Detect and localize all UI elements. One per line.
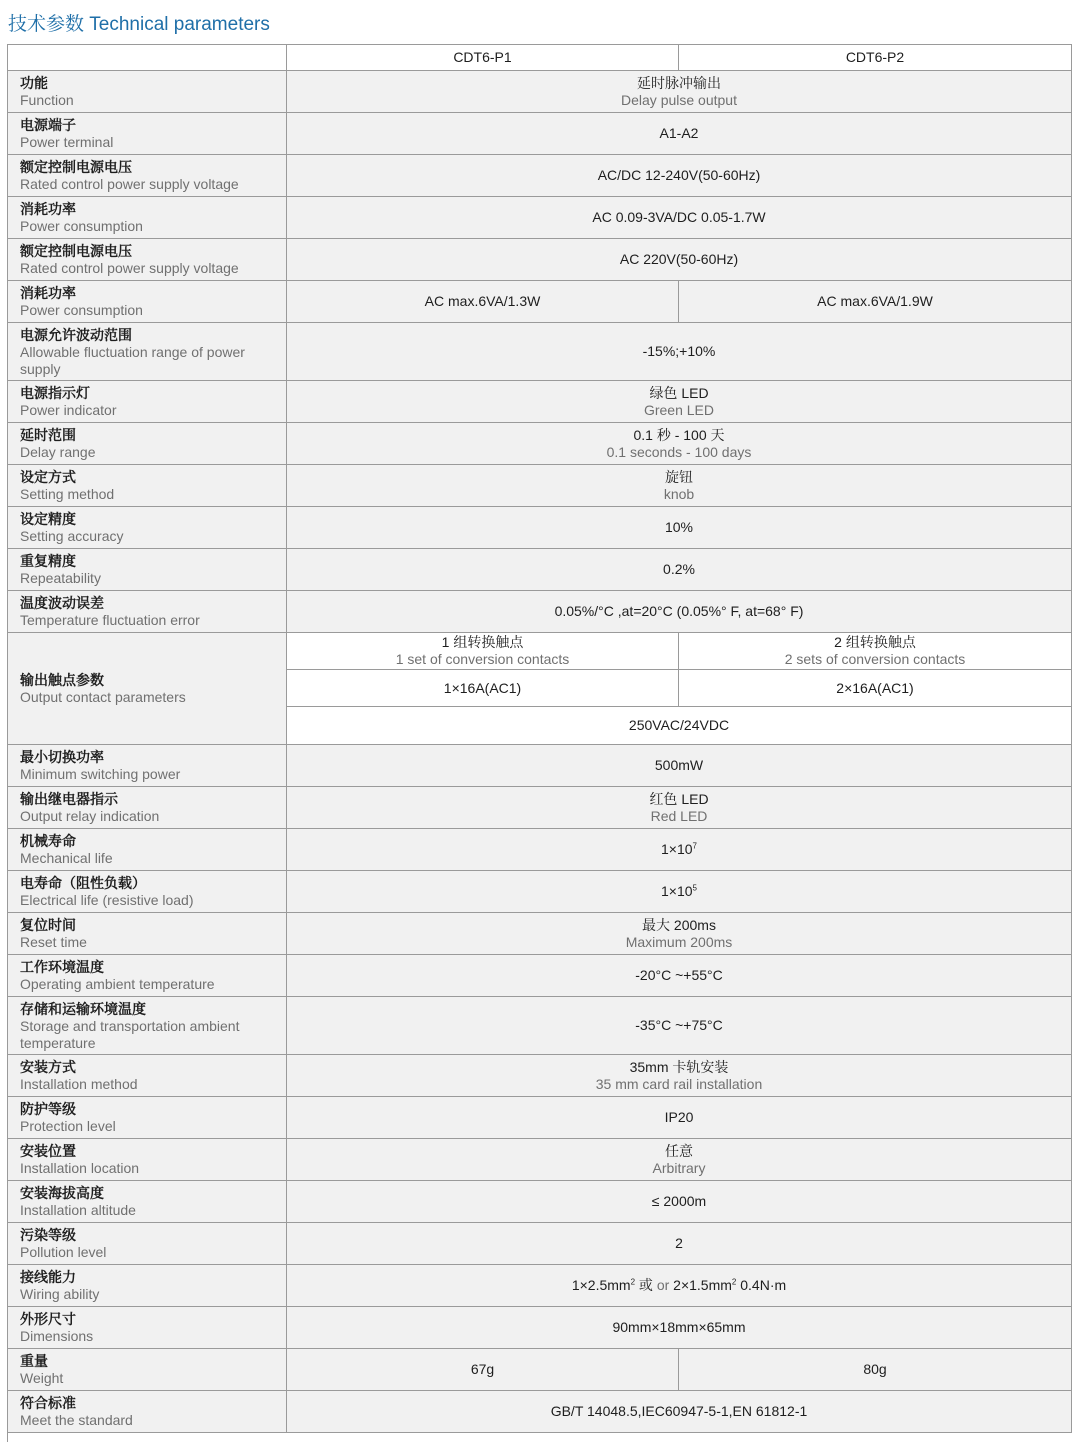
row-value: 2 bbox=[287, 1223, 1072, 1265]
row-label: 功能 Function bbox=[8, 71, 287, 113]
row-label: 消耗功率 Power consumption bbox=[8, 281, 287, 323]
header-corner bbox=[8, 45, 287, 71]
row-label: 设定方式 Setting method bbox=[8, 465, 287, 507]
row-label: 最小切换功率 Minimum switching power bbox=[8, 745, 287, 787]
output-rating-p1: 1×16A(AC1) bbox=[287, 670, 679, 707]
row-label: 额定控制电源电压 Rated control power supply voltage bbox=[8, 155, 287, 197]
row-value: A1-A2 bbox=[287, 113, 1072, 155]
row-value: IP20 bbox=[287, 1097, 1072, 1139]
row-value: 0.2% bbox=[287, 549, 1072, 591]
column-header-p1: CDT6-P1 bbox=[287, 45, 679, 71]
column-header-p2: CDT6-P2 bbox=[679, 45, 1072, 71]
output-voltage: 250VAC/24VDC bbox=[287, 707, 1072, 745]
row-label: 外形尺寸 Dimensions bbox=[8, 1307, 287, 1349]
row-label: 电源端子 Power terminal bbox=[8, 113, 287, 155]
output-contacts-p2: 2 组转换触点 2 sets of conversion contacts bbox=[679, 633, 1072, 670]
row-value: 0.05%/°C ,at=20°C (0.05%° F, at=68° F) bbox=[287, 591, 1072, 633]
row-label: 机械寿命 Mechanical life bbox=[8, 829, 287, 871]
row-value: $1\times 10^7$ bbox=[287, 829, 1072, 871]
row-value: 10% bbox=[287, 507, 1072, 549]
row-value: GB/T 14048.5,IEC60947-5-1,EN 61812-1 bbox=[287, 1391, 1072, 1433]
row-value: AC 220V(50-60Hz) bbox=[287, 239, 1072, 281]
page-title: 技术参数 Technical parameters bbox=[8, 14, 270, 35]
row-label: 工作环境温度 Operating ambient temperature bbox=[8, 955, 287, 997]
output-rating-p2: 2×16A(AC1) bbox=[679, 670, 1072, 707]
row-value: $1\times 10^5$ bbox=[287, 871, 1072, 913]
row-label: 温度波动误差 Temperature fluctuation error bbox=[8, 591, 287, 633]
row-label: 设定精度 Setting accuracy bbox=[8, 507, 287, 549]
row-value: AC 0.09-3VA/DC 0.05-1.7W bbox=[287, 197, 1072, 239]
row-value: 90mm×18mm×65mm bbox=[287, 1307, 1072, 1349]
row-value-p2: 80g bbox=[679, 1349, 1072, 1391]
row-label: 安装海拔高度 Installation altitude bbox=[8, 1181, 287, 1223]
row-label: 污染等级 Pollution level bbox=[8, 1223, 287, 1265]
row-label: 符合标准 Meet the standard bbox=[8, 1391, 287, 1433]
row-label: 电源允许波动范围 Allowable fluctuation range of power supply bbox=[8, 323, 287, 381]
row-value: -20°C ~+55°C bbox=[287, 955, 1072, 997]
row-label: 复位时间 Reset time bbox=[8, 913, 287, 955]
row-label: 输出继电器指示 Output relay indication bbox=[8, 787, 287, 829]
row-value: 0.1 秒 - 100 天 0.1 seconds - 100 days bbox=[287, 423, 1072, 465]
row-value: 绿色 LED Green LED bbox=[287, 381, 1072, 423]
row-label: 延时范围 Delay range bbox=[8, 423, 287, 465]
row-value: 35mm 卡轨安装 35 mm card rail installation bbox=[287, 1055, 1072, 1097]
row-label: 重复精度 Repeatability bbox=[8, 549, 287, 591]
row-label: 防护等级 Protection level bbox=[8, 1097, 287, 1139]
row-value-p2: AC max.6VA/1.9W bbox=[679, 281, 1072, 323]
row-label: 存储和运输环境温度 Storage and transportation ambient temperature bbox=[8, 997, 287, 1055]
row-label: 额定控制电源电压 Rated control power supply voltage bbox=[8, 239, 287, 281]
row-label: 接线能力 Wiring ability bbox=[8, 1265, 287, 1307]
row-value: AC/DC 12-240V(50-60Hz) bbox=[287, 155, 1072, 197]
row-value: 红色 LED Red LED bbox=[287, 787, 1072, 829]
output-contacts-p1: 1 组转换触点 1 set of conversion contacts bbox=[287, 633, 679, 670]
row-label: 重量 Weight bbox=[8, 1349, 287, 1391]
row-label: 安装位置 Installation location bbox=[8, 1139, 287, 1181]
row-value: 最大 200ms Maximum 200ms bbox=[287, 913, 1072, 955]
row-value: ≤ 2000m bbox=[287, 1181, 1072, 1223]
row-value: 任意 Arbitrary bbox=[287, 1139, 1072, 1181]
row-value: 延时脉冲输出 Delay pulse output bbox=[287, 71, 1072, 113]
row-value: 500mW bbox=[287, 745, 1072, 787]
output-contact-label: 输出触点参数 Output contact parameters bbox=[8, 633, 287, 745]
row-value: -35°C ~+75°C bbox=[287, 997, 1072, 1055]
row-value-p1: AC max.6VA/1.3W bbox=[287, 281, 679, 323]
row-value: -15%;+10% bbox=[287, 323, 1072, 381]
row-label: 消耗功率 Power consumption bbox=[8, 197, 287, 239]
row-value: 旋钮 knob bbox=[287, 465, 1072, 507]
row-label: 电源指示灯 Power indicator bbox=[8, 381, 287, 423]
technical-parameters-table bbox=[7, 44, 1072, 1442]
row-value-p1: 67g bbox=[287, 1349, 679, 1391]
row-label: 安装方式 Installation method bbox=[8, 1055, 287, 1097]
row-value: $1\times 2.5mm^2$ 或 or $2\times 1.5mm^2$ 0.4N·m bbox=[287, 1265, 1072, 1307]
row-label: 电寿命（阻性负载） Electrical life (resistive load) bbox=[8, 871, 287, 913]
